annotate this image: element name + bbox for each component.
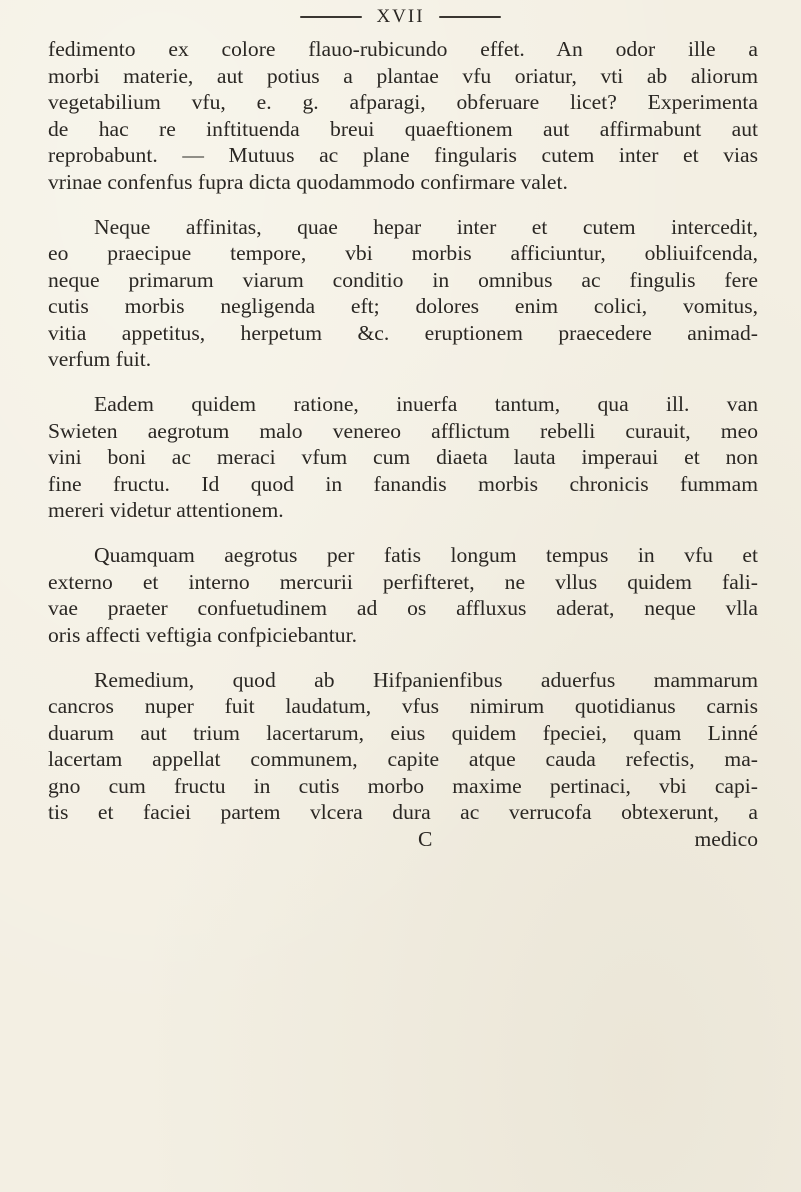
text-line: morbi materie, aut potius a plantae vfu oriatur, vti ab aliorum bbox=[48, 63, 758, 88]
catchword: medico bbox=[694, 826, 758, 851]
text-line: lacertam appellat communem, capite atque cauda refectis, ma- bbox=[48, 747, 758, 771]
text-line: vitia appetitus, herpetum &c. eruptionem praecedere animad- bbox=[48, 320, 758, 345]
text-line: vrinae confenfus fupra dicta quodammodo confirmare valet. bbox=[48, 169, 568, 194]
text-line: Swieten aegrotum malo venereo afflictum rebelli curauit, meo bbox=[48, 418, 758, 443]
header-rule-right bbox=[439, 16, 501, 18]
text-line: Remedium, quod ab Hifpanienfibus aduerfus mammarum bbox=[94, 667, 758, 692]
page-number: XVII bbox=[376, 6, 425, 27]
text-line: Neque affinitas, quae hepar inter et cutem intercedit, bbox=[94, 214, 758, 239]
paragraph-gap bbox=[48, 648, 758, 667]
text-line: gno cum fructu in cutis morbo maxime pertinaci, vbi capi- bbox=[48, 773, 758, 798]
text-line: fine fructu. Id quod in fanandis morbis chronicis fummam bbox=[48, 471, 758, 496]
paragraph-3 bbox=[48, 391, 758, 524]
text-line: vini boni ac meraci vfum cum diaeta lauta imperaui et non bbox=[48, 445, 758, 469]
running-head bbox=[0, 2, 801, 32]
text-line: Eadem quidem ratione, inuerfa tantum, qua ill. van bbox=[94, 392, 758, 416]
paragraph-1 bbox=[48, 36, 758, 195]
paragraph-gap bbox=[48, 195, 758, 214]
text-line: Quamquam aegrotus per fatis longum tempus in vfu et bbox=[94, 543, 758, 567]
text-line: cancros nuper fuit laudatum, vfus nimirum quotidianus carnis bbox=[48, 694, 758, 718]
text-line: mereri videtur attentionem. bbox=[48, 498, 284, 522]
text-line: vegetabilium vfu, e. g. afparagi, obferuare licet? Experimenta bbox=[48, 90, 758, 114]
text-line: oris affecti veftigia confpiciebantur. bbox=[48, 622, 357, 647]
paragraph-gap bbox=[48, 373, 758, 392]
text-line: eo praecipue tempore, vbi morbis afficiuntur, obliuifcenda, bbox=[48, 241, 758, 265]
header-rule-left bbox=[300, 16, 362, 18]
text-line: de hac re inftituenda breui quaeftionem aut affirmabunt aut bbox=[48, 116, 758, 141]
blank-page-area bbox=[0, 772, 801, 1192]
text-line: verfum fuit. bbox=[48, 347, 152, 371]
body-text bbox=[48, 36, 758, 852]
paragraph-2 bbox=[48, 214, 758, 373]
text-line: reprobabunt. — Mutuus ac plane fingularis cutem inter et vias bbox=[48, 143, 758, 167]
signature-mark: C bbox=[418, 826, 433, 851]
text-line: vae praeter confuetudinem ad os affluxus aderat, neque vlla bbox=[48, 596, 758, 620]
text-line: fedimento ex colore flauo-rubicundo effet. An odor ille a bbox=[48, 37, 758, 61]
text-line: duarum aut trium lacertarum, eius quidem fpeciei, quam Linné bbox=[48, 720, 758, 745]
paragraph-4 bbox=[48, 542, 758, 648]
text-line: externo et interno mercurii perfifteret, ne vllus quidem fali- bbox=[48, 569, 758, 594]
text-line: neque primarum viarum conditio in omnibus ac fingulis fere bbox=[48, 267, 758, 292]
paragraph-gap bbox=[48, 524, 758, 543]
text-line: cutis morbis negligenda eft; dolores enim colici, vomitus, bbox=[48, 294, 758, 318]
text-line: tis et faciei partem vlcera dura ac verrucofa obtexerunt, a bbox=[48, 800, 758, 824]
